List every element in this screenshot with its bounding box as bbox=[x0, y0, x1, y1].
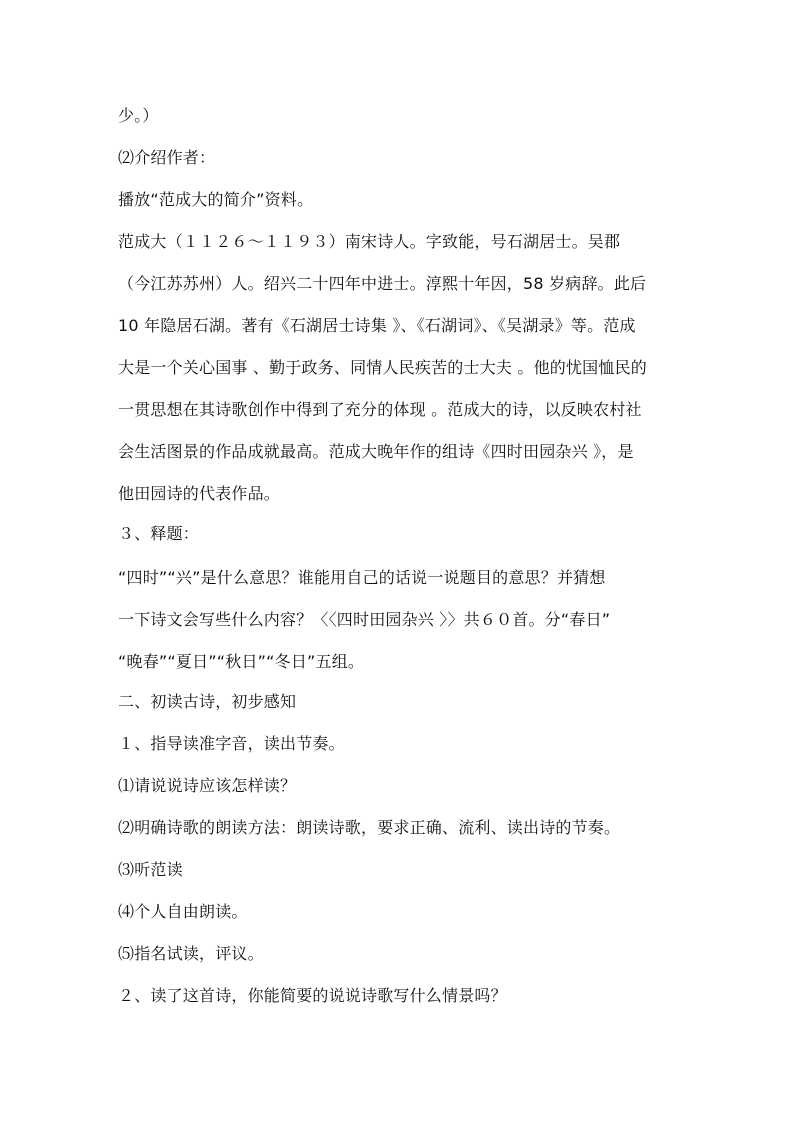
text-line: 少。） bbox=[118, 106, 159, 125]
text-line: 会生活图景的作品成就最高。范成大晚年作的组诗《四时田园杂兴 》，是 bbox=[118, 442, 634, 461]
text-line: ⑴请说说诗应该怎样读？ bbox=[118, 776, 297, 795]
text-line: 10 年隐居石湖。著有《石湖居士诗集 》、《石湖词》、《吴湖录》等。范成 bbox=[118, 316, 636, 335]
text-line: 范成大（１１２６～１１９３）南宋诗人。字致能，号石湖居士。吴郡 bbox=[118, 232, 621, 251]
text-line: ⑶听范读 bbox=[118, 860, 183, 879]
text-line: 他田园诗的代表作品。 bbox=[118, 484, 281, 503]
text-line: 大是一个关心国事 、勤于政务、同情人民疾苦的士大夫 。他的忧国恤民的 bbox=[118, 358, 647, 377]
text-line: 一贯思想在其诗歌创作中得到了充分的体现 。范成大的诗，以反映农村社 bbox=[118, 400, 642, 419]
text-line: ⑵明确诗歌的朗读方法：朗读诗歌，要求正确、流利、读出诗的节奏。 bbox=[118, 818, 621, 837]
text-line: 一下诗文会写些什么内容？〈〈四时田园杂兴 〉〉共６０首。分“春日” bbox=[118, 610, 611, 629]
section-heading: １、指导读准字音，读出节奏。 bbox=[118, 734, 345, 753]
text-line: “晚春”“夏日”“秋日”“冬日”五组。 bbox=[118, 652, 365, 671]
text-line: ⑵介绍作者： bbox=[118, 148, 216, 167]
section-heading: 二、初读古诗，初步感知 bbox=[118, 692, 297, 711]
text-line: （今江苏苏州）人。绍兴二十四年中进士。淳熙十年因，58 岁病辞。此后 bbox=[118, 274, 647, 293]
text-line: ⑷个人自由朗读。 bbox=[118, 902, 248, 921]
text-line: ⑸指名试读，评议。 bbox=[118, 944, 264, 963]
section-heading: ２、读了这首诗，你能简要的说说诗歌写什么情景吗？ bbox=[118, 986, 507, 1005]
text-line: “四时”“兴”是什么意思？谁能用自己的话说一说题目的意思？并猜想 bbox=[118, 568, 606, 587]
text-line: 播放“范成大的简介”资料。 bbox=[118, 190, 314, 209]
section-heading: ３、释题： bbox=[118, 524, 200, 543]
